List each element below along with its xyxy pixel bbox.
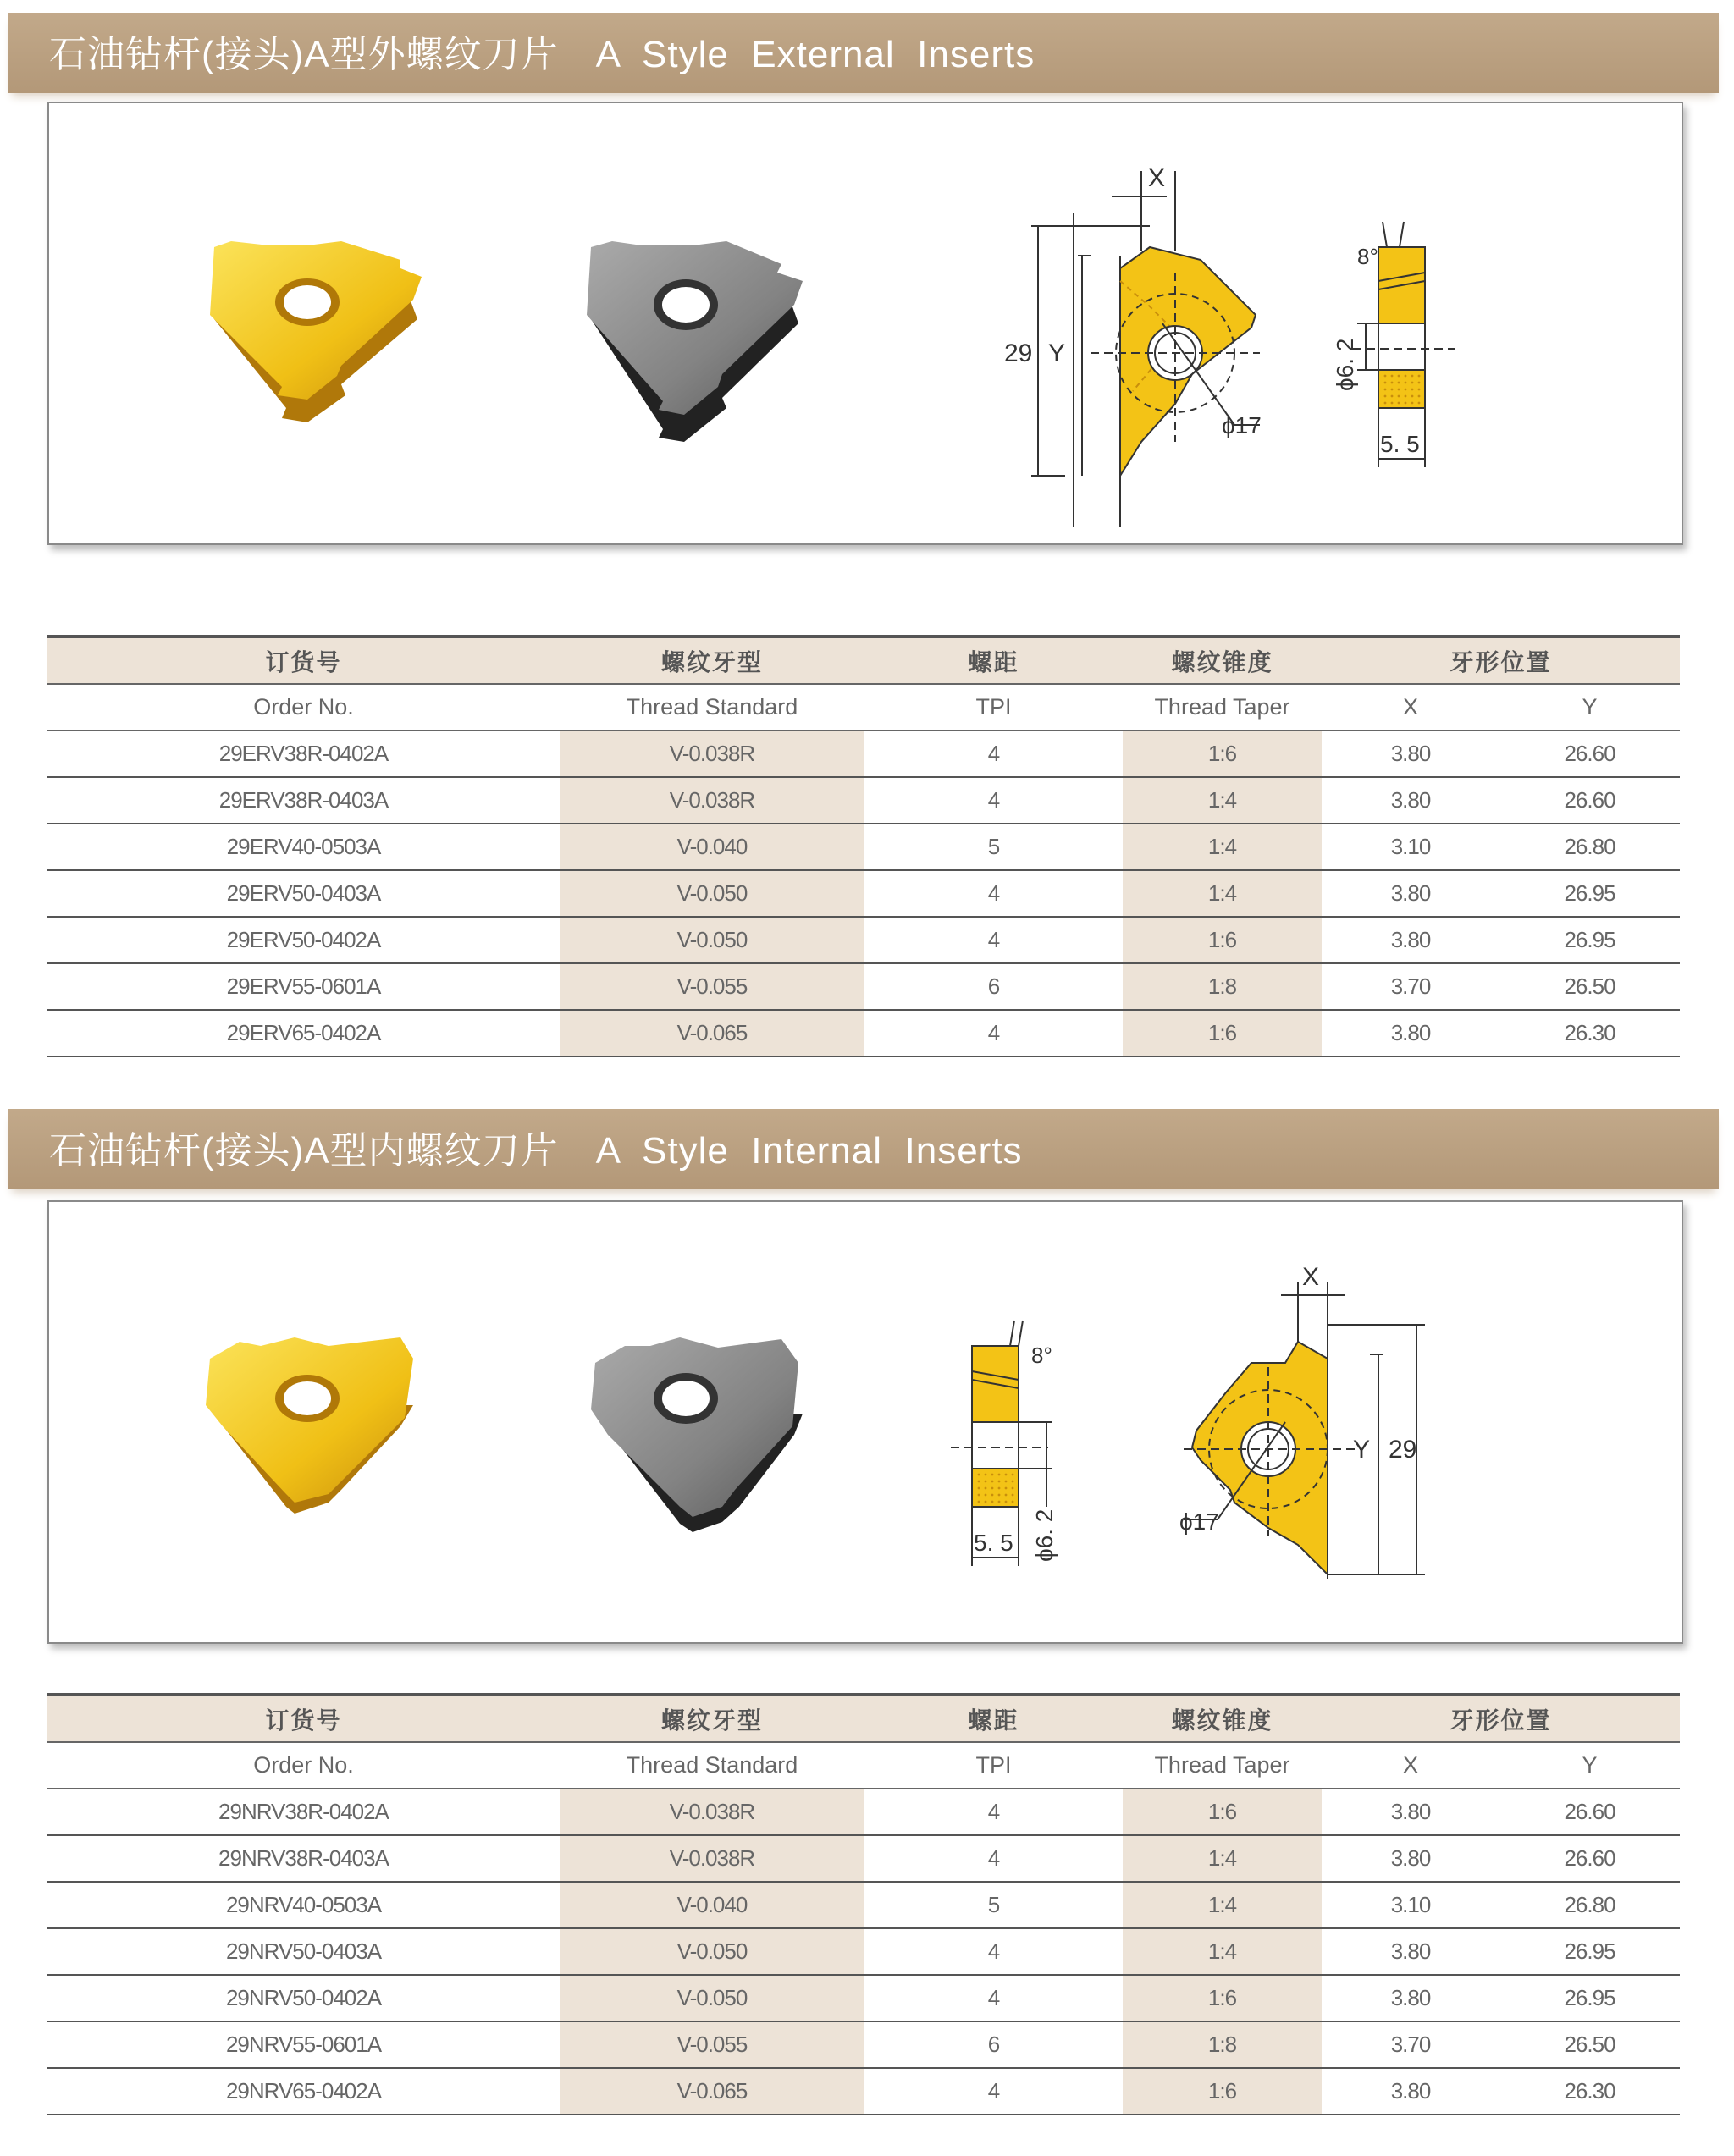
- diameter-label: ϕ17: [1222, 412, 1262, 438]
- cell-y: 26.50: [1499, 2021, 1680, 2068]
- cell-order-no: 29ERV38R-0403A: [47, 777, 560, 824]
- table-row: [47, 731, 1680, 777]
- table-row: [47, 777, 1680, 824]
- cell-thread-standard: V-0.040: [560, 824, 864, 870]
- cell-tpi: 4: [864, 870, 1123, 917]
- cell-order-no: 29ERV40-0503A: [47, 824, 560, 870]
- cell-thread-standard: V-0.050: [560, 917, 864, 963]
- cell-thread-standard: V-0.055: [560, 963, 864, 1010]
- hole-label: ϕ6. 2: [1031, 1508, 1058, 1562]
- cell-thread-taper: 1:4: [1123, 1882, 1322, 1928]
- cell-thread-taper: 1:8: [1123, 2021, 1322, 2068]
- height-label: 29: [1004, 339, 1033, 367]
- cell-thread-standard: V-0.038R: [560, 731, 864, 777]
- cell-x: 3.70: [1322, 963, 1499, 1010]
- header-taper-cn: 螺纹锥度: [1123, 637, 1322, 684]
- table-row: [47, 1928, 1680, 1975]
- cell-order-no: 29NRV38R-0403A: [47, 1835, 560, 1882]
- gray-insert-photo: [587, 241, 803, 442]
- cell-x: 3.10: [1322, 1882, 1499, 1928]
- cell-thread-taper: 1:4: [1123, 1835, 1322, 1882]
- cell-order-no: 29ERV50-0403A: [47, 870, 560, 917]
- header-tpi-en: TPI: [864, 1742, 1123, 1789]
- cell-x: 3.80: [1322, 917, 1499, 963]
- header-tpi-cn: 螺距: [864, 637, 1123, 684]
- y-label: Y: [1048, 339, 1066, 367]
- cell-thread-standard: V-0.050: [560, 1928, 864, 1975]
- table-header-cn: [47, 1695, 1680, 1742]
- cell-thread-standard: V-0.038R: [560, 777, 864, 824]
- height-label: 29: [1389, 1436, 1417, 1464]
- internal-insert-figure: [49, 1202, 1682, 1642]
- thickness-label: 5. 5: [1380, 431, 1420, 457]
- cell-x: 3.80: [1322, 2068, 1499, 2115]
- cell-tpi: 6: [864, 2021, 1123, 2068]
- cell-order-no: 29NRV50-0402A: [47, 1975, 560, 2021]
- cell-tpi: 4: [864, 917, 1123, 963]
- cell-order-no: 29NRV40-0503A: [47, 1882, 560, 1928]
- cell-x: 3.80: [1322, 731, 1499, 777]
- table-row: [47, 1835, 1680, 1882]
- cell-order-no: 29NRV50-0403A: [47, 1928, 560, 1975]
- cell-tpi: 4: [864, 1835, 1123, 1882]
- cell-tpi: 5: [864, 824, 1123, 870]
- header-y-en: Y: [1499, 684, 1680, 731]
- table-row: [47, 1010, 1680, 1056]
- internal-insert-drawing: [1184, 1282, 1425, 1579]
- cell-tpi: 6: [864, 963, 1123, 1010]
- table-row: [47, 963, 1680, 1010]
- header-thread-standard-en: Thread Standard: [560, 684, 864, 731]
- cell-x: 3.80: [1322, 1789, 1499, 1835]
- cell-tpi: 4: [864, 1010, 1123, 1056]
- header-tpi-cn: 螺距: [864, 1695, 1123, 1742]
- cell-thread-standard: V-0.065: [560, 1010, 864, 1056]
- table-row: [47, 870, 1680, 917]
- cell-order-no: 29ERV65-0402A: [47, 1010, 560, 1056]
- table-row: [47, 2068, 1680, 2115]
- header-position-cn: 牙形位置: [1322, 637, 1680, 684]
- angle-label: 8°: [1357, 244, 1378, 269]
- cell-order-no: 29ERV38R-0402A: [47, 731, 560, 777]
- cell-order-no: 29ERV55-0601A: [47, 963, 560, 1010]
- table-row: [47, 1975, 1680, 2021]
- header-x-en: X: [1322, 684, 1499, 731]
- external-insert-figure: [49, 103, 1682, 543]
- table-header-en: [47, 684, 1680, 731]
- header-thread-standard-cn: 螺纹牙型: [560, 637, 864, 684]
- figure-panel-internal: [47, 1200, 1683, 1644]
- cell-y: 26.95: [1499, 1975, 1680, 2021]
- cell-thread-standard: V-0.038R: [560, 1835, 864, 1882]
- external-insert-drawing: [1031, 171, 1260, 527]
- hole-label: ϕ6. 2: [1332, 338, 1358, 391]
- cell-thread-taper: 1:6: [1123, 731, 1322, 777]
- header-order-en: Order No.: [47, 1742, 560, 1789]
- cell-x: 3.10: [1322, 824, 1499, 870]
- cell-y: 26.60: [1499, 731, 1680, 777]
- cell-order-no: 29NRV38R-0402A: [47, 1789, 560, 1835]
- cell-x: 3.80: [1322, 777, 1499, 824]
- cell-x: 3.70: [1322, 2021, 1499, 2068]
- cell-thread-standard: V-0.055: [560, 2021, 864, 2068]
- section-title: [49, 1109, 1023, 1189]
- cell-tpi: 4: [864, 1789, 1123, 1835]
- cell-y: 26.30: [1499, 1010, 1680, 1056]
- cell-x: 3.80: [1322, 870, 1499, 917]
- header-tpi-en: TPI: [864, 684, 1123, 731]
- table-header-en: [47, 1742, 1680, 1789]
- cell-y: 26.95: [1499, 870, 1680, 917]
- cell-tpi: 4: [864, 731, 1123, 777]
- angle-label: 8°: [1031, 1343, 1052, 1368]
- cell-y: 26.30: [1499, 2068, 1680, 2115]
- header-taper-en: Thread Taper: [1123, 684, 1322, 731]
- cell-thread-standard: V-0.050: [560, 870, 864, 917]
- section-title-cn: 石油钻杆(接头)A型外螺纹刀片: [49, 34, 559, 75]
- table-row: [47, 1789, 1680, 1835]
- header-y-en: Y: [1499, 1742, 1680, 1789]
- cell-order-no: 29NRV65-0402A: [47, 2068, 560, 2115]
- section-header-external: [8, 13, 1719, 93]
- section-title: [49, 13, 1035, 93]
- cell-y: 26.80: [1499, 1882, 1680, 1928]
- diameter-label: ϕ17: [1179, 1508, 1219, 1535]
- header-position-cn: 牙形位置: [1322, 1695, 1680, 1742]
- spec-table-external: [47, 635, 1680, 1057]
- section-title-cn: 石油钻杆(接头)A型内螺纹刀片: [49, 1130, 559, 1172]
- header-thread-standard-en: Thread Standard: [560, 1742, 864, 1789]
- gold-insert-photo: [206, 1337, 413, 1514]
- header-taper-cn: 螺纹锥度: [1123, 1695, 1322, 1742]
- table-header-cn: [47, 637, 1680, 684]
- cell-order-no: 29ERV50-0402A: [47, 917, 560, 963]
- cell-thread-taper: 1:6: [1123, 2068, 1322, 2115]
- cell-y: 26.60: [1499, 777, 1680, 824]
- section-header-internal: [8, 1109, 1719, 1189]
- header-order-cn: 订货号: [47, 1695, 560, 1742]
- cell-order-no: 29NRV55-0601A: [47, 2021, 560, 2068]
- table-row: [47, 917, 1680, 963]
- cell-y: 26.80: [1499, 824, 1680, 870]
- gray-insert-photo: [591, 1337, 803, 1532]
- cell-x: 3.80: [1322, 1928, 1499, 1975]
- cell-x: 3.80: [1322, 1010, 1499, 1056]
- cell-thread-taper: 1:8: [1123, 963, 1322, 1010]
- spec-table-internal: [47, 1693, 1680, 2115]
- header-thread-standard-cn: 螺纹牙型: [560, 1695, 864, 1742]
- cell-thread-taper: 1:6: [1123, 1789, 1322, 1835]
- cell-thread-taper: 1:4: [1123, 870, 1322, 917]
- cell-thread-taper: 1:6: [1123, 1975, 1322, 2021]
- cell-y: 26.95: [1499, 1928, 1680, 1975]
- header-order-cn: 订货号: [47, 637, 560, 684]
- header-taper-en: Thread Taper: [1123, 1742, 1322, 1789]
- cell-y: 26.95: [1499, 917, 1680, 963]
- cell-x: 3.80: [1322, 1975, 1499, 2021]
- table-row: [47, 824, 1680, 870]
- x-label: X: [1302, 1263, 1320, 1291]
- cell-tpi: 4: [864, 777, 1123, 824]
- cell-y: 26.60: [1499, 1789, 1680, 1835]
- x-label: X: [1148, 164, 1166, 192]
- cell-thread-standard: V-0.050: [560, 1975, 864, 2021]
- gold-insert-photo: [210, 241, 422, 422]
- cell-x: 3.80: [1322, 1835, 1499, 1882]
- cell-thread-taper: 1:6: [1123, 917, 1322, 963]
- header-x-en: X: [1322, 1742, 1499, 1789]
- cell-thread-standard: V-0.038R: [560, 1789, 864, 1835]
- header-order-en: Order No.: [47, 684, 560, 731]
- cell-tpi: 4: [864, 1928, 1123, 1975]
- cell-thread-standard: V-0.065: [560, 2068, 864, 2115]
- section-title-en: A Style Internal Inserts: [595, 1130, 1023, 1172]
- cell-thread-taper: 1:4: [1123, 824, 1322, 870]
- cell-thread-standard: V-0.040: [560, 1882, 864, 1928]
- cell-y: 26.60: [1499, 1835, 1680, 1882]
- cell-tpi: 4: [864, 1975, 1123, 2021]
- y-label: Y: [1353, 1436, 1371, 1464]
- cell-thread-taper: 1:4: [1123, 1928, 1322, 1975]
- table-row: [47, 2021, 1680, 2068]
- figure-panel-external: [47, 102, 1683, 545]
- cell-thread-taper: 1:4: [1123, 777, 1322, 824]
- cell-tpi: 5: [864, 1882, 1123, 1928]
- cell-thread-taper: 1:6: [1123, 1010, 1322, 1056]
- cell-tpi: 4: [864, 2068, 1123, 2115]
- table-row: [47, 1882, 1680, 1928]
- section-title-en: A Style External Inserts: [595, 34, 1035, 75]
- cell-y: 26.50: [1499, 963, 1680, 1010]
- thickness-label: 5. 5: [974, 1530, 1013, 1556]
